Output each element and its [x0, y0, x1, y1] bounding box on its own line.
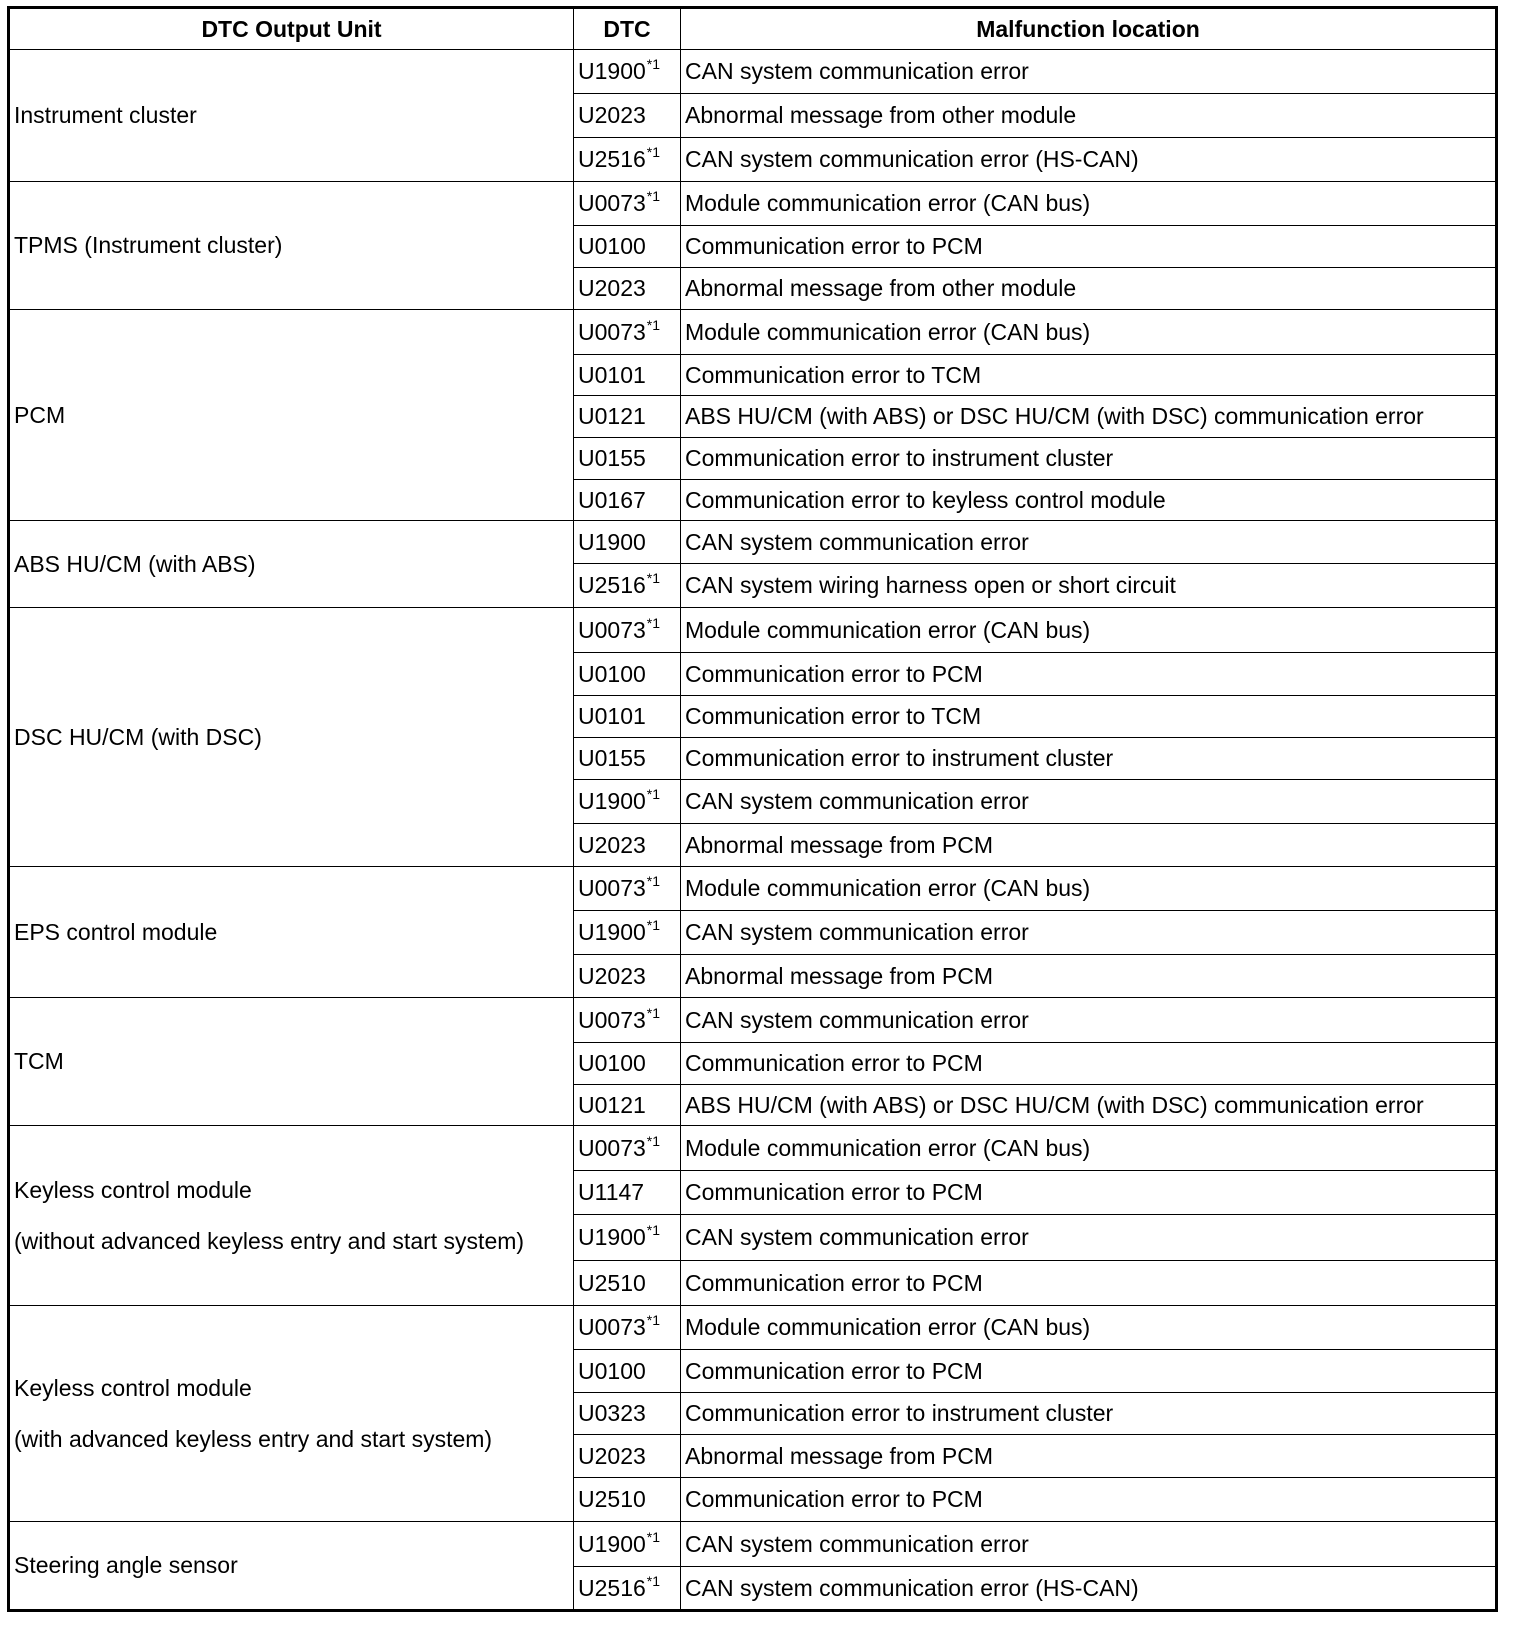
table-row — [9, 867, 1497, 911]
dtc-code: U1900 — [578, 1530, 646, 1557]
dtc-code: U1900 — [578, 1224, 646, 1250]
malfunction-location-cell: Communication error to PCM — [681, 226, 1497, 268]
malfunction-location-cell: CAN system communication error — [681, 780, 1497, 824]
dtc-code: U0100 — [578, 233, 646, 259]
dtc-code-cell — [574, 564, 681, 608]
output-unit-cell — [9, 1126, 574, 1306]
malfunction-location-cell: Communication error to instrument cluster — [681, 438, 1497, 480]
malfunction-location-cell: Module communication error (CAN bus) — [681, 1126, 1497, 1171]
malfunction-location-cell: Communication error to TCM — [681, 355, 1497, 396]
output-unit-cell — [9, 182, 574, 310]
malfunction-location-cell: Communication error to keyless control module — [681, 480, 1497, 521]
malfunction-location-cell: ABS HU/CM (with ABS) or DSC HU/CM (with DSC) communication error — [681, 396, 1497, 438]
header-malfunction-location: Malfunction location — [681, 8, 1497, 50]
dtc-code: U2023 — [578, 1442, 646, 1469]
dtc-code-cell — [574, 1393, 681, 1435]
dtc-code-cell — [574, 780, 681, 824]
table-row — [9, 310, 1497, 355]
dtc-code: U0121 — [578, 403, 646, 429]
dtc-code: U0073 — [578, 616, 646, 643]
output-unit-label: Keyless control module — [14, 1176, 252, 1203]
dtc-code: U0100 — [578, 1357, 646, 1384]
footnote-marker: *1 — [646, 1528, 661, 1545]
malfunction-location-cell: Communication error to PCM — [681, 653, 1497, 696]
dtc-code-cell — [574, 824, 681, 867]
dtc-code-cell — [574, 608, 681, 653]
table-row — [9, 1306, 1497, 1350]
output-unit-label: EPS control module — [14, 918, 218, 945]
dtc-code-cell — [574, 738, 681, 780]
malfunction-location-cell: Module communication error (CAN bus) — [681, 310, 1497, 355]
output-unit-label: PCM — [14, 401, 66, 428]
malfunction-location-cell: CAN system communication error — [681, 911, 1497, 955]
dtc-code-cell — [574, 438, 681, 480]
malfunction-location-cell: CAN system wiring harness open or short circuit — [681, 564, 1497, 608]
malfunction-location-cell: Module communication error (CAN bus) — [681, 608, 1497, 653]
output-unit-label: Instrument cluster — [14, 102, 197, 128]
dtc-code: U0073 — [578, 1314, 646, 1340]
dtc-code-cell — [574, 1215, 681, 1261]
malfunction-location-cell: Communication error to PCM — [681, 1478, 1497, 1522]
dtc-code-cell — [574, 355, 681, 396]
dtc-code: U0073 — [578, 190, 646, 216]
dtc-code-cell — [574, 310, 681, 355]
table-row — [9, 1522, 1497, 1567]
dtc-code: U0073 — [578, 875, 646, 901]
footnote-marker: *1 — [646, 316, 661, 333]
header-dtc: DTC — [574, 8, 681, 50]
malfunction-location-cell: Communication error to PCM — [681, 1043, 1497, 1085]
dtc-code: U0155 — [578, 445, 646, 471]
dtc-code-cell — [574, 998, 681, 1043]
footnote-marker: *1 — [646, 1572, 661, 1589]
dtc-code: U1147 — [578, 1179, 645, 1205]
dtc-code-cell — [574, 182, 681, 226]
dtc-table-container — [7, 6, 1498, 1612]
dtc-code-cell — [574, 138, 681, 182]
dtc-code: U0100 — [578, 660, 646, 687]
footnote-marker: *1 — [646, 1222, 661, 1238]
dtc-code-cell — [574, 480, 681, 521]
dtc-code-cell — [574, 1261, 681, 1306]
output-unit-label: Keyless control module — [14, 1374, 252, 1401]
dtc-code: U0167 — [578, 486, 646, 513]
dtc-code: U2023 — [578, 102, 646, 128]
malfunction-location-cell: Communication error to instrument cluster — [681, 1393, 1497, 1435]
table-row — [9, 182, 1497, 226]
output-unit-label: TPMS (Instrument cluster) — [14, 232, 283, 258]
dtc-code: U0100 — [578, 1050, 646, 1076]
malfunction-location-cell: CAN system communication error — [681, 1522, 1497, 1567]
output-unit-cell — [9, 1522, 574, 1611]
malfunction-location-cell: CAN system communication error (HS-CAN) — [681, 1567, 1497, 1611]
output-unit-cell — [9, 1306, 574, 1522]
output-unit-label: (without advanced keyless entry and start system) — [14, 1227, 525, 1254]
malfunction-location-cell: Abnormal message from PCM — [681, 1435, 1497, 1478]
malfunction-location-cell: Communication error to PCM — [681, 1261, 1497, 1306]
dtc-code-cell — [574, 226, 681, 268]
footnote-marker: *1 — [646, 1132, 661, 1149]
malfunction-location-cell: Module communication error (CAN bus) — [681, 1306, 1497, 1350]
footnote-marker: *1 — [646, 1312, 661, 1328]
output-unit-cell — [9, 310, 574, 521]
dtc-code: U2023 — [578, 275, 646, 301]
dtc-code-cell — [574, 1043, 681, 1085]
footnote-marker: *1 — [646, 144, 661, 160]
dtc-code-cell — [574, 1126, 681, 1171]
dtc-code-cell — [574, 867, 681, 911]
footnote-marker: *1 — [646, 56, 661, 72]
malfunction-location-cell: CAN system communication error — [681, 1215, 1497, 1261]
dtc-code-cell — [574, 50, 681, 94]
output-unit-cell — [9, 50, 574, 182]
footnote-marker: *1 — [646, 873, 661, 889]
output-unit-label: DSC HU/CM (with DSC) — [14, 723, 262, 750]
table-row — [9, 608, 1497, 653]
footnote-marker: *1 — [646, 188, 661, 204]
table-row — [9, 1126, 1497, 1171]
dtc-code-cell — [574, 1350, 681, 1393]
malfunction-location-cell: Module communication error (CAN bus) — [681, 182, 1497, 226]
dtc-code: U2516 — [578, 572, 646, 598]
malfunction-location-cell: Communication error to instrument cluster — [681, 738, 1497, 780]
dtc-code-cell — [574, 696, 681, 738]
output-unit-cell — [9, 998, 574, 1126]
dtc-code-cell — [574, 396, 681, 438]
malfunction-location-cell: Communication error to PCM — [681, 1171, 1497, 1215]
dtc-table — [7, 6, 1498, 1612]
malfunction-location-cell: Communication error to PCM — [681, 1350, 1497, 1393]
malfunction-location-cell: CAN system communication error — [681, 998, 1497, 1043]
dtc-code-cell — [574, 521, 681, 564]
output-unit-label: (with advanced keyless entry and start system) — [14, 1425, 493, 1452]
dtc-code-cell — [574, 268, 681, 310]
malfunction-location-cell: ABS HU/CM (with ABS) or DSC HU/CM (with DSC) communication error — [681, 1085, 1497, 1126]
dtc-code: U0073 — [578, 1134, 646, 1161]
dtc-code-cell — [574, 1567, 681, 1611]
malfunction-location-cell: CAN system communication error — [681, 50, 1497, 94]
dtc-code: U2023 — [578, 962, 646, 989]
output-unit-label: ABS HU/CM (with ABS) — [14, 550, 256, 577]
malfunction-location-cell: Abnormal message from PCM — [681, 824, 1497, 867]
dtc-code: U1900 — [578, 788, 646, 814]
dtc-code: U0101 — [578, 361, 646, 388]
dtc-code-cell — [574, 955, 681, 998]
output-unit-cell — [9, 608, 574, 867]
malfunction-location-cell: CAN system communication error (HS-CAN) — [681, 138, 1497, 182]
output-unit-cell — [9, 867, 574, 998]
dtc-code: U0101 — [578, 703, 646, 729]
table-row — [9, 50, 1497, 94]
malfunction-location-cell: Communication error to TCM — [681, 696, 1497, 738]
dtc-code: U0155 — [578, 745, 646, 771]
dtc-code: U0121 — [578, 1091, 646, 1118]
dtc-code: U2023 — [578, 831, 646, 858]
malfunction-location-cell: Abnormal message from other module — [681, 94, 1497, 138]
dtc-code: U0073 — [578, 1006, 646, 1033]
output-unit-cell — [9, 521, 574, 608]
table-body — [9, 50, 1497, 1611]
footnote-marker: *1 — [646, 917, 661, 933]
dtc-code: U0073 — [578, 318, 646, 345]
malfunction-location-cell: Module communication error (CAN bus) — [681, 867, 1497, 911]
dtc-code: U1900 — [578, 58, 646, 84]
footnote-marker: *1 — [646, 786, 661, 802]
malfunction-location-cell: Abnormal message from other module — [681, 268, 1497, 310]
output-unit-label: TCM — [14, 1048, 64, 1074]
dtc-code-cell — [574, 911, 681, 955]
dtc-code: U1900 — [578, 528, 646, 555]
footnote-marker: *1 — [646, 1004, 661, 1021]
dtc-code: U2510 — [578, 1269, 646, 1296]
malfunction-location-cell: Abnormal message from PCM — [681, 955, 1497, 998]
dtc-code-cell — [574, 1435, 681, 1478]
dtc-code: U2516 — [578, 146, 646, 172]
dtc-code-cell — [574, 1171, 681, 1215]
dtc-code-cell — [574, 1478, 681, 1522]
dtc-code-cell — [574, 1306, 681, 1350]
footnote-marker: *1 — [646, 570, 661, 586]
table-row — [9, 521, 1497, 564]
malfunction-location-cell: CAN system communication error — [681, 521, 1497, 564]
dtc-code: U0323 — [578, 1400, 646, 1426]
dtc-code: U2510 — [578, 1486, 646, 1512]
dtc-code-cell — [574, 653, 681, 696]
dtc-code: U2516 — [578, 1574, 646, 1601]
dtc-code: U1900 — [578, 919, 646, 945]
table-row — [9, 998, 1497, 1043]
dtc-code-cell — [574, 1522, 681, 1567]
output-unit-label: Steering angle sensor — [14, 1552, 238, 1578]
header-row — [9, 8, 1497, 50]
dtc-code-cell — [574, 94, 681, 138]
dtc-code-cell — [574, 1085, 681, 1126]
header-output-unit: DTC Output Unit — [9, 8, 574, 50]
footnote-marker: *1 — [646, 614, 661, 631]
